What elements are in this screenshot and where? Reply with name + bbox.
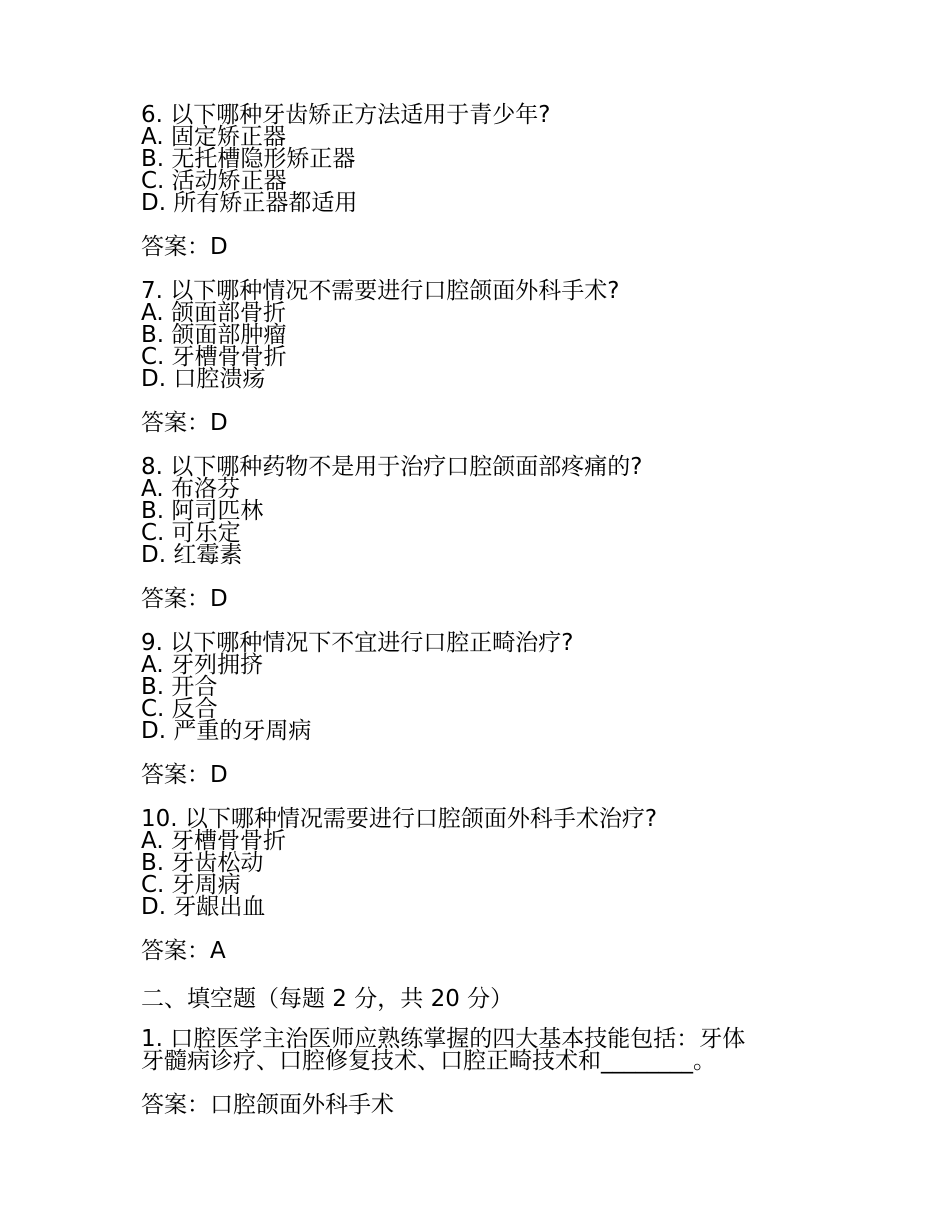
answer-text: 答案：A xyxy=(141,938,226,964)
option-a: A. 牙槽骨骨折 xyxy=(141,828,286,854)
option-d: D. 严重的牙周病 xyxy=(141,718,312,744)
question-line-2: 牙髓病诊疗、口腔修复技术、口腔正畸技术和________。 xyxy=(141,1048,716,1074)
option-a: A. 固定矫正器 xyxy=(141,124,286,150)
question-title: 8. 以下哪种药物不是用于治疗口腔颌面部疼痛的? xyxy=(141,454,643,480)
option-d: D. 红霉素 xyxy=(141,542,243,568)
question-line-1: 1. 口腔医学主治医师应熟练掌握的四大基本技能包括：牙体 xyxy=(141,1026,746,1052)
answer-text: 答案：D xyxy=(141,762,228,788)
fill-blank-question-1 xyxy=(141,1028,841,1072)
option-c: C. 牙周病 xyxy=(141,872,241,898)
option-a: A. 颌面部骨折 xyxy=(141,300,286,326)
answer-text: 答案：口腔颌面外科手术 xyxy=(141,1092,394,1118)
question-7 xyxy=(141,280,841,438)
question-title: 10. 以下哪种情况需要进行口腔颌面外科手术治疗? xyxy=(141,806,658,832)
option-d: D. 所有矫正器都适用 xyxy=(141,190,358,216)
option-a: A. 牙列拥挤 xyxy=(141,652,263,678)
option-b: B. 阿司匹林 xyxy=(141,498,264,524)
option-c: C. 活动矫正器 xyxy=(141,168,287,194)
answer-text: 答案：D xyxy=(141,234,228,260)
answer-text: 答案：D xyxy=(141,410,228,436)
option-c: C. 可乐定 xyxy=(141,520,241,546)
option-b: B. 颌面部肿瘤 xyxy=(141,322,287,348)
question-9 xyxy=(141,632,841,790)
question-8 xyxy=(141,456,841,614)
section-title: 二、填空题（每题 2 分，共 20 分） xyxy=(141,986,514,1012)
option-d: D. 牙龈出血 xyxy=(141,894,266,920)
question-6 xyxy=(141,104,841,262)
answer-text: 答案：D xyxy=(141,586,228,612)
question-title: 9. 以下哪种情况下不宜进行口腔正畸治疗? xyxy=(141,630,574,656)
option-b: B. 无托槽隐形矫正器 xyxy=(141,146,356,172)
option-b: B. 牙齿松动 xyxy=(141,850,264,876)
document-page xyxy=(141,104,841,1138)
question-title: 7. 以下哪种情况不需要进行口腔颌面外科手术? xyxy=(141,278,620,304)
option-c: C. 反合 xyxy=(141,696,218,722)
option-d: D. 口腔溃疡 xyxy=(141,366,266,392)
option-b: B. 开合 xyxy=(141,674,218,700)
option-c: C. 牙槽骨骨折 xyxy=(141,344,287,370)
question-10 xyxy=(141,808,841,966)
option-a: A. 布洛芬 xyxy=(141,476,240,502)
question-title: 6. 以下哪种牙齿矫正方法适用于青少年? xyxy=(141,102,551,128)
